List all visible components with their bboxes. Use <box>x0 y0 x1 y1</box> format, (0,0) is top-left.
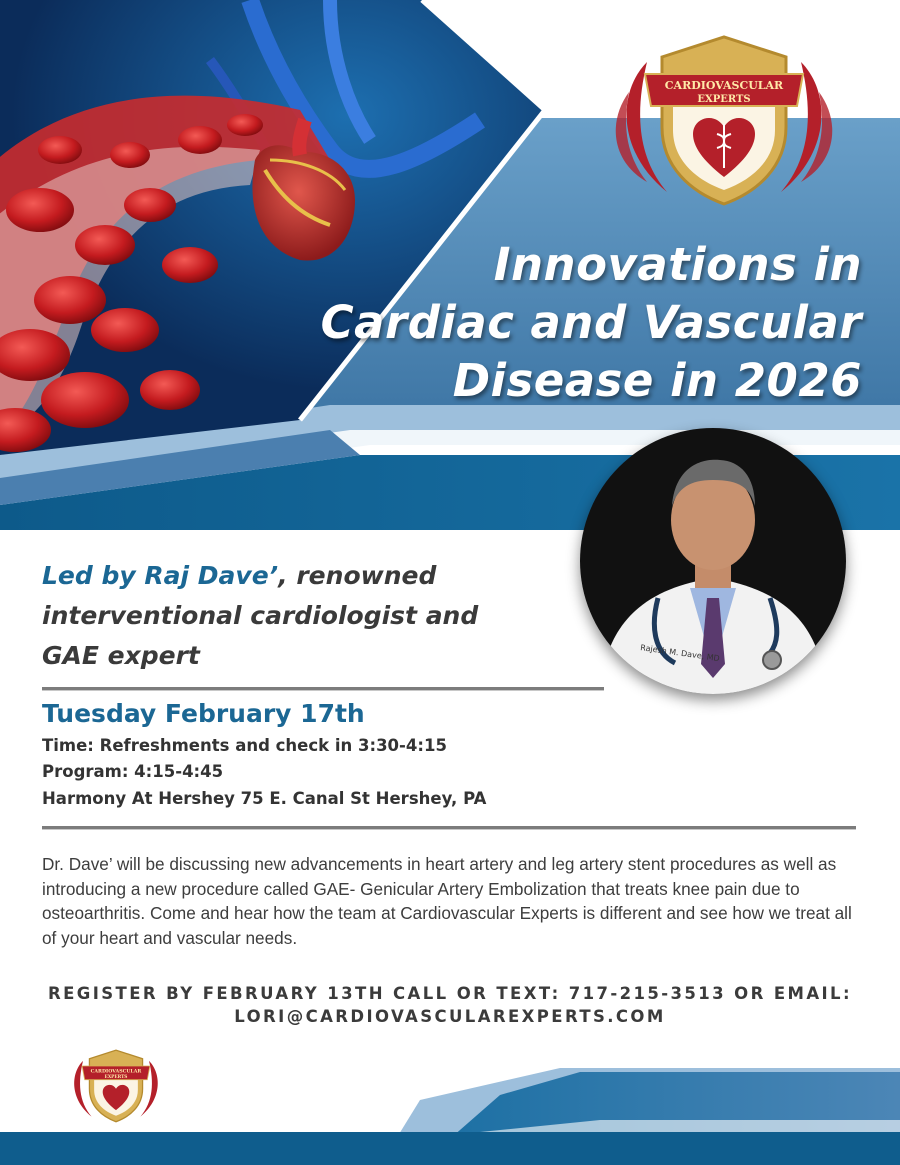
doctor-portrait <box>580 428 846 694</box>
cardiovascular-experts-logo <box>607 32 841 214</box>
hero-title-line-3: Disease in 2026 <box>452 354 862 407</box>
register-email[interactable]: LORI@CARDIOVASCULAREXPERTS.COM <box>234 1007 666 1026</box>
intro-text <box>42 556 562 676</box>
event-description: Dr. Dave’ will be discussing new advancements in heart artery and leg artery stent procedures as well as introducing a new procedure called GAE- Genicular Artery Embolization that treats knee pain due to osteoarthritis. Come and hear how the team at Cardiovascular Experts is different and see how we treat all of your heart and vascular needs. <box>42 854 852 948</box>
hero-title <box>262 236 862 410</box>
logo-line1: CARDIOVASCULAR <box>664 79 784 92</box>
logo-line2: EXPERTS <box>697 94 751 105</box>
event-date: Tuesday February 17th <box>42 699 365 728</box>
divider-2 <box>42 826 856 830</box>
divider-1 <box>42 687 604 691</box>
event-time: Time: Refreshments and check in 3:30-4:15 <box>42 736 447 755</box>
intro-line3: GAE expert <box>42 641 200 670</box>
hero-title-line-2: Cardiac and Vascular <box>320 296 862 349</box>
footer-logo-line2: EXPERTS <box>104 1075 128 1080</box>
intro-line2: interventional cardiologist and <box>42 601 479 630</box>
event-location: Harmony At Hershey 75 E. Canal St Hershey, PA <box>42 789 487 808</box>
intro-rest-line1: , renowned <box>278 561 437 590</box>
register-line1: REGISTER BY FEBRUARY 13TH CALL OR TEXT: 717-215-3513 OR EMAIL: <box>48 984 852 1003</box>
event-program: Program: 4:15-4:45 <box>42 762 224 781</box>
intro-name: Led by Raj Dave’ <box>42 561 279 590</box>
portrait-badge: Rajesh M. Dave, MD <box>639 643 721 664</box>
hero-title-line-1: Innovations in <box>493 238 862 291</box>
footer-logo <box>65 1048 167 1126</box>
footer-logo-line1: CARDIOVASCULAR <box>90 1069 142 1075</box>
